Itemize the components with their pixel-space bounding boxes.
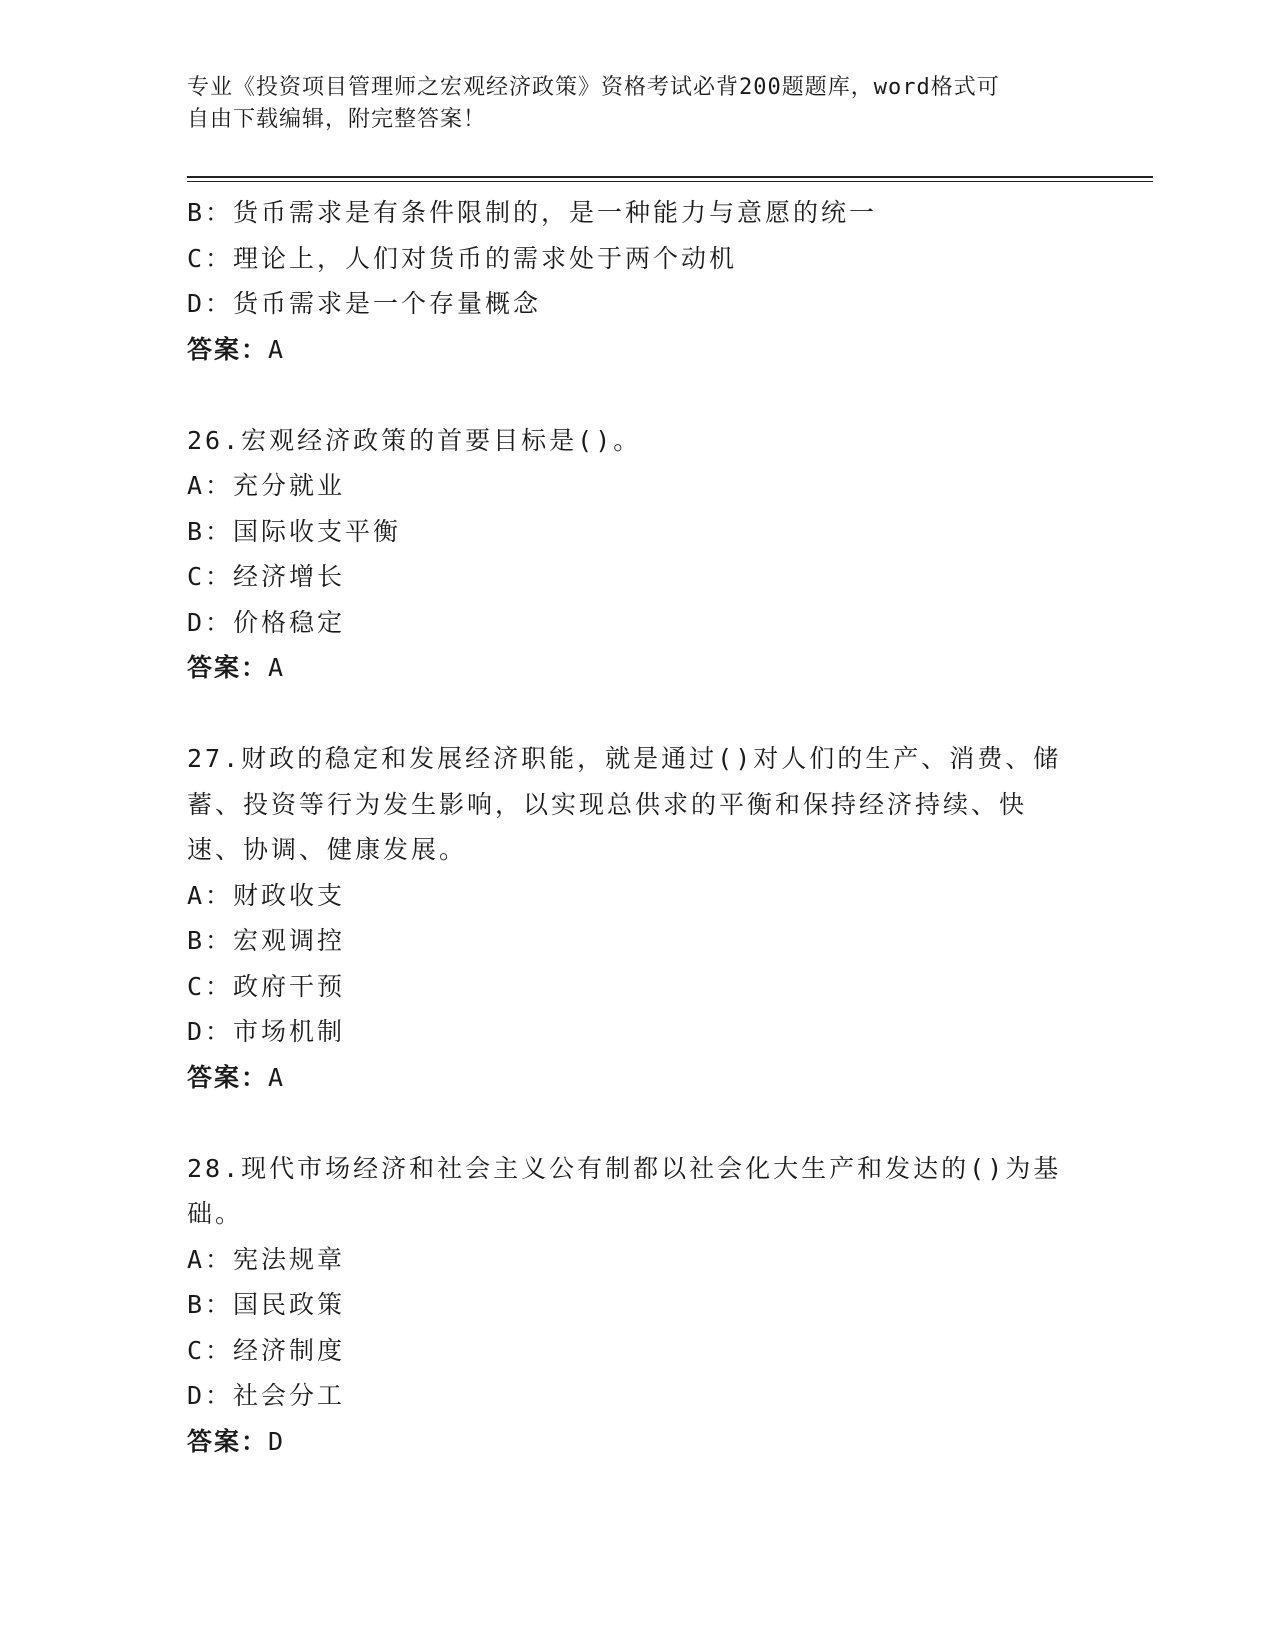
question-text-line-1: 27.财政的稳定和发展经济职能，就是通过()对人们的生产、消费、储 <box>187 744 1062 773</box>
header-line-1: 专业《投资项目管理师之宏观经济政策》资格考试必背200题题库，word格式可 <box>187 75 1000 100</box>
option-c: C：理论上，人们对货币的需求处于两个动机 <box>187 243 738 273</box>
answer-value: A <box>268 1062 285 1092</box>
answer-label: 答案： <box>187 653 269 682</box>
option-b: B：货币需求是有条件限制的，是一种能力与意愿的统一 <box>187 198 878 227</box>
option-b: B：国际收支平衡 <box>187 516 402 546</box>
question-text: 26.宏观经济政策的首要目标是()。 <box>187 425 642 455</box>
answer-line <box>187 1419 1087 1465</box>
option-b: B：宏观调控 <box>187 926 346 955</box>
answer-label: 答案： <box>187 1062 269 1092</box>
spacer <box>187 691 1087 737</box>
question-text-line-2: 蓄、投资等行为发生影响，以实现总供求的平衡和保持经济持续、快 <box>187 789 1028 819</box>
spacer <box>187 372 1087 418</box>
option-a: A：充分就业 <box>187 471 346 500</box>
question-26 <box>187 418 1087 691</box>
option-d: D：社会分工 <box>187 1381 346 1410</box>
answer-value: A <box>268 653 285 682</box>
answer-label: 答案： <box>187 334 269 364</box>
answer-value: A <box>268 334 285 364</box>
question-27 <box>187 736 1087 1100</box>
answer-line <box>187 645 1087 691</box>
option-a: A：财政收支 <box>187 880 346 910</box>
option-d: D：市场机制 <box>187 1017 346 1046</box>
question-text-line-3: 速、协调、健康发展。 <box>187 835 468 864</box>
document-header <box>187 72 1087 136</box>
question-28 <box>187 1146 1087 1465</box>
previous-question-tail <box>187 190 1087 372</box>
answer-line <box>187 327 1087 373</box>
option-a: A：宪法规章 <box>187 1244 346 1274</box>
answer-label: 答案： <box>187 1426 269 1456</box>
answer-value: D <box>268 1426 285 1456</box>
spacer <box>187 1100 1087 1146</box>
option-d: D：货币需求是一个存量概念 <box>187 289 542 318</box>
question-list <box>187 190 1087 1464</box>
option-c: C：政府干预 <box>187 971 346 1001</box>
option-d: D：价格稳定 <box>187 607 346 637</box>
header-line-2: 自由下载编辑，附完整答案！ <box>187 107 487 132</box>
option-c: C：经济增长 <box>187 562 346 591</box>
question-text-line-2: 础。 <box>187 1199 244 1228</box>
question-text-line-1: 28.现代市场经济和社会主义公有制都以社会化大生产和发达的()为基 <box>187 1153 1062 1183</box>
header-divider-thin <box>187 181 1153 182</box>
answer-line <box>187 1055 1087 1101</box>
option-b: B：国民政策 <box>187 1290 346 1319</box>
option-c: C：经济制度 <box>187 1335 346 1365</box>
header-divider-thick <box>187 176 1153 178</box>
